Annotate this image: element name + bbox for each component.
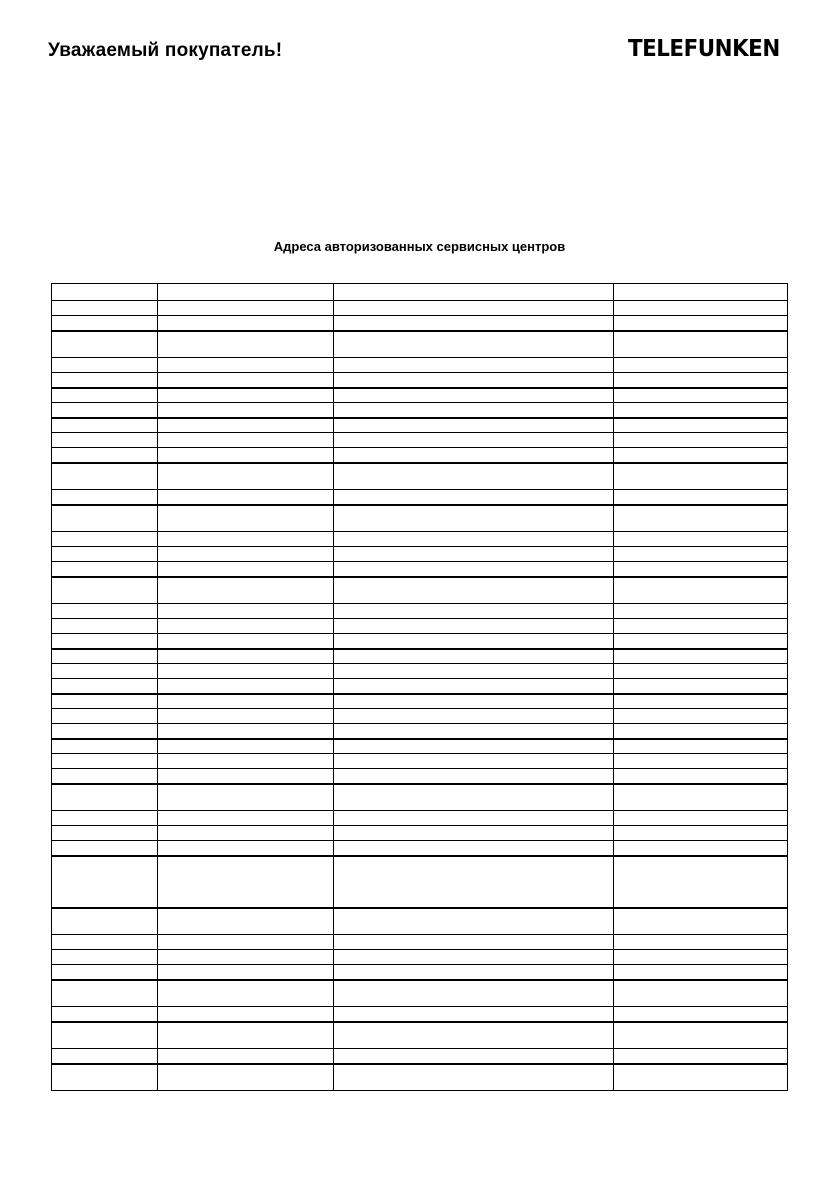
table-cell [614,331,788,358]
table-cell [52,739,158,754]
table-cell [334,935,614,950]
table-cell [614,856,788,908]
table-cell [334,619,614,634]
table-cell [158,358,334,373]
table-cell [334,577,614,604]
table-cell [158,649,334,664]
table-cell [158,1022,334,1049]
table-cell [158,679,334,694]
table-cell [334,694,614,709]
table-row [52,784,788,811]
table-row [52,619,788,634]
table-row [52,403,788,418]
table-cell [334,1049,614,1064]
table-cell [52,403,158,418]
table-cell [334,965,614,980]
table-cell [52,634,158,649]
table-cell [158,908,334,935]
table-row [52,980,788,1007]
table-cell [158,1007,334,1022]
service-centers-table [51,283,788,1091]
table-cell [614,694,788,709]
table-row [52,505,788,532]
table-cell [158,826,334,841]
table-cell [52,811,158,826]
table-cell [334,908,614,935]
table-cell [158,388,334,403]
table-row [52,448,788,463]
table-row [52,463,788,490]
table-cell [52,935,158,950]
table-cell [334,769,614,784]
table-row [52,562,788,577]
table-cell [614,604,788,619]
table-cell [158,769,334,784]
table-cell [334,841,614,856]
table-cell [158,418,334,433]
table-cell [52,649,158,664]
table-cell [52,965,158,980]
table-row [52,856,788,908]
table-cell [614,547,788,562]
table-row [52,1049,788,1064]
table-cell [158,331,334,358]
table-row [52,301,788,316]
table-cell [52,841,158,856]
table-cell [158,634,334,649]
table-cell [614,754,788,769]
table-cell [158,709,334,724]
table-cell [614,433,788,448]
table-cell [614,532,788,547]
table-cell [158,811,334,826]
table-row [52,769,788,784]
table-cell [52,373,158,388]
table-cell [52,826,158,841]
table-cell [334,331,614,358]
table-header-cell [52,284,158,301]
greeting-heading: Уважаемый покупатель! [48,40,283,61]
table-cell [614,634,788,649]
table-cell [614,490,788,505]
table-cell [334,403,614,418]
table-cell [52,694,158,709]
table-cell [52,664,158,679]
table-cell [614,980,788,1007]
table-cell [334,505,614,532]
table-cell [614,577,788,604]
table-cell [52,316,158,331]
table-cell [614,505,788,532]
table-row [52,811,788,826]
table-cell [334,463,614,490]
table-cell [334,490,614,505]
table-row [52,634,788,649]
table-cell [334,1007,614,1022]
table-cell [334,1022,614,1049]
table-cell [52,433,158,448]
table-cell [614,739,788,754]
table-cell [158,950,334,965]
table-row [52,490,788,505]
table-cell [158,505,334,532]
table-row [52,826,788,841]
table-row [52,965,788,980]
table-cell [52,1022,158,1049]
table-cell [158,301,334,316]
table-cell [158,448,334,463]
table-cell [158,856,334,908]
table-cell [614,358,788,373]
table-cell [614,316,788,331]
table-row [52,1022,788,1049]
table-row [52,577,788,604]
table-cell [158,547,334,562]
table-cell [334,388,614,403]
table-row [52,724,788,739]
table-cell [614,562,788,577]
table-cell [614,811,788,826]
table-cell [52,331,158,358]
table-cell [614,1049,788,1064]
table-cell [614,1022,788,1049]
table-cell [52,388,158,403]
table-cell [334,316,614,331]
table-cell [158,463,334,490]
table-row [52,532,788,547]
table-cell [158,433,334,448]
table-cell [614,388,788,403]
table-cell [334,301,614,316]
table-cell [158,935,334,950]
table-row [52,841,788,856]
table-cell [334,980,614,1007]
table-cell [614,418,788,433]
table-cell [52,532,158,547]
telefunken-logo: TELEFUNKEN [628,36,780,62]
table-row [52,604,788,619]
table-header-cell [334,284,614,301]
table-cell [158,316,334,331]
table-row [52,388,788,403]
table-cell [158,562,334,577]
table-header-cell [158,284,334,301]
table-cell [614,619,788,634]
table-cell [334,679,614,694]
table-header-row [52,284,788,301]
table-row [52,679,788,694]
table-cell [52,619,158,634]
table-cell [334,709,614,724]
service-centers-title: Адреса авторизованных сервисных центров [273,239,566,254]
table-row [52,754,788,769]
table-cell [614,664,788,679]
table-cell [614,950,788,965]
table-row [52,1064,788,1091]
table-cell [614,784,788,811]
table-cell [52,604,158,619]
table-cell [52,856,158,908]
table-row [52,950,788,965]
table-row [52,649,788,664]
table-cell [158,739,334,754]
table-cell [334,547,614,562]
table-cell [158,965,334,980]
table-cell [52,505,158,532]
table-cell [52,1007,158,1022]
table-cell [334,418,614,433]
table-cell [614,1064,788,1091]
table-cell [158,724,334,739]
table-row [52,433,788,448]
table-cell [334,664,614,679]
table-cell [614,724,788,739]
table-cell [52,490,158,505]
table-cell [614,679,788,694]
table-cell [614,448,788,463]
table-cell [614,709,788,724]
table-cell [334,811,614,826]
table-cell [158,1049,334,1064]
table-cell [52,1049,158,1064]
table-cell [158,373,334,388]
table-row [52,418,788,433]
table-cell [334,1064,614,1091]
table-cell [334,724,614,739]
table-cell [614,769,788,784]
table-cell [334,604,614,619]
table-cell [334,784,614,811]
table-cell [52,679,158,694]
table-row [52,1007,788,1022]
table-cell [52,980,158,1007]
table-cell [614,826,788,841]
table-cell [614,403,788,418]
table-row [52,709,788,724]
table-cell [52,301,158,316]
table-cell [614,649,788,664]
table-cell [52,577,158,604]
table-cell [52,769,158,784]
table-cell [158,1064,334,1091]
table-cell [334,739,614,754]
table-cell [52,358,158,373]
table-cell [614,908,788,935]
service-centers-table-body [52,284,788,1091]
table-row [52,739,788,754]
table-row [52,935,788,950]
table-cell [52,709,158,724]
table-cell [52,463,158,490]
table-cell [52,908,158,935]
table-cell [614,463,788,490]
table-cell [158,754,334,769]
table-cell [52,562,158,577]
table-cell [334,433,614,448]
table-cell [334,826,614,841]
table-cell [52,784,158,811]
table-cell [158,841,334,856]
table-cell [334,754,614,769]
table-cell [158,784,334,811]
table-cell [158,577,334,604]
table-row [52,908,788,935]
table-cell [334,950,614,965]
table-cell [52,547,158,562]
table-row [52,664,788,679]
table-cell [334,634,614,649]
table-cell [614,1007,788,1022]
table-header-cell [614,284,788,301]
table-cell [52,448,158,463]
table-cell [52,950,158,965]
table-cell [158,664,334,679]
table-cell [158,694,334,709]
table-cell [334,856,614,908]
table-row [52,331,788,358]
table-cell [614,301,788,316]
table-cell [614,965,788,980]
table-row [52,547,788,562]
table-cell [158,532,334,547]
table-cell [52,754,158,769]
table-row [52,316,788,331]
table-cell [334,358,614,373]
table-cell [334,532,614,547]
table-cell [334,448,614,463]
table-cell [52,418,158,433]
table-cell [334,649,614,664]
table-cell [614,373,788,388]
table-cell [334,373,614,388]
table-cell [158,980,334,1007]
table-cell [158,490,334,505]
table-cell [158,403,334,418]
table-row [52,373,788,388]
table-cell [334,562,614,577]
table-cell [158,604,334,619]
table-row [52,358,788,373]
table-row [52,694,788,709]
table-cell [158,619,334,634]
table-cell [52,724,158,739]
table-cell [52,1064,158,1091]
table-cell [614,841,788,856]
table-cell [614,935,788,950]
